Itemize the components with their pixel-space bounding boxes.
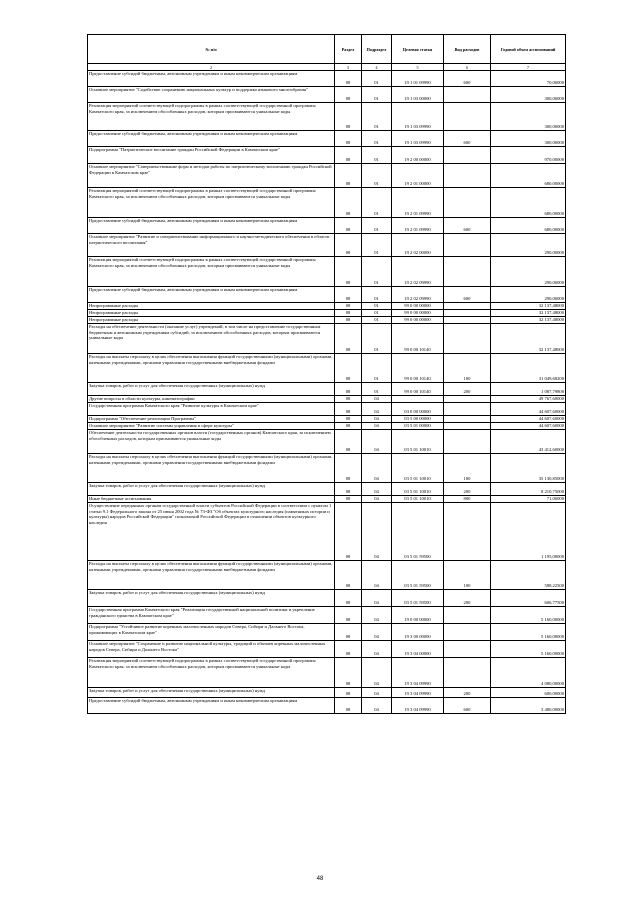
row-expense-type: 100 [444, 561, 491, 590]
row-description: Закупка товаров, работ и услуг для обеспечения государственных (муниципальных) нужд [88, 688, 335, 698]
table-row [88, 454, 566, 483]
row-subsection: 01 [362, 218, 392, 234]
row-section: 08 [335, 257, 362, 287]
row-section: 08 [335, 218, 362, 234]
table-row [88, 396, 566, 403]
row-expense-type [444, 103, 491, 131]
row-subsection: 04 [362, 561, 392, 590]
row-amount: 44 607,60000 [491, 416, 566, 423]
table-row [88, 590, 566, 607]
row-target-article: 19 3 04 00000 [392, 641, 444, 658]
row-target-article: 03 5 01 00000 [392, 423, 444, 430]
row-target-article: 19 2 00 00000 [392, 147, 444, 164]
row-subsection: 04 [362, 483, 392, 496]
row-section: 08 [335, 658, 362, 688]
row-target-article: 99 0 00 10140 [392, 354, 444, 383]
row-amount: 4 080,00000 [491, 658, 566, 688]
row-section: 08 [335, 403, 362, 416]
row-target-article: 19 3 04 09990 [392, 698, 444, 714]
table-row [88, 423, 566, 430]
row-amount: 8 210,75000 [491, 483, 566, 496]
table-row [88, 324, 566, 354]
row-amount: 300,00000 [491, 131, 566, 147]
row-amount: 5 160,00000 [491, 624, 566, 641]
row-subsection: 01 [362, 317, 392, 324]
row-description: Реализация мероприятий соответствующей подпрограммы в рамках соответствующей государственной программы Камчатского края, за исключением обособленных расходов, которым присваиваются уникальные коды [88, 103, 335, 131]
header-number: № п/п [88, 35, 335, 64]
row-amount: 43 412,60000 [491, 430, 566, 454]
row-description: Непрограммные расходы [88, 317, 335, 324]
table-row [88, 430, 566, 454]
row-expense-type: 600 [444, 287, 491, 303]
row-expense-type [444, 396, 491, 403]
budget-table-container [87, 34, 565, 714]
column-number: 2 [88, 64, 335, 71]
row-description: Предоставление субсидий бюджетным, автономным учреждениям и иным некоммерческим организациям [88, 698, 335, 714]
column-number: 5 [392, 64, 444, 71]
row-target-article: 19 2 01 09990 [392, 218, 444, 234]
row-amount: 290,00000 [491, 287, 566, 303]
row-amount: 680,00000 [491, 218, 566, 234]
row-expense-type: 600 [444, 218, 491, 234]
row-amount: 290,00000 [491, 234, 566, 257]
row-expense-type [444, 317, 491, 324]
row-expense-type [444, 430, 491, 454]
header-target-article: Целевая статья [392, 35, 444, 64]
row-subsection: 01 [362, 164, 392, 188]
row-amount: 1 195,00000 [491, 503, 566, 561]
row-subsection: 04 [362, 688, 392, 698]
row-subsection: 04 [362, 641, 392, 658]
row-section: 08 [335, 454, 362, 483]
row-amount: 606,77500 [491, 590, 566, 607]
row-subsection: 04 [362, 423, 392, 430]
row-expense-type [444, 403, 491, 416]
row-section: 08 [335, 688, 362, 698]
row-description: Основное мероприятие "Развитие системы управления в сфере культуры" [88, 423, 335, 430]
row-target-article: 03 5 00 00000 [392, 416, 444, 423]
table-row [88, 688, 566, 698]
row-description: Государственная программа Камчатского края "Реализация государственной национальной политики и укрепление гражданского единства в Камчатском крае" [88, 607, 335, 624]
row-description: Предоставление субсидий бюджетным, автономным учреждениям и иным некоммерческим организациям [88, 71, 335, 87]
row-amount: 5 160,00000 [491, 641, 566, 658]
row-subsection: 04 [362, 503, 392, 561]
row-amount: 32 137,48000 [491, 324, 566, 354]
header-annual-amount: Годовой объем ассигнований [491, 35, 566, 64]
row-section: 08 [335, 234, 362, 257]
row-expense-type [444, 423, 491, 430]
table-row [88, 310, 566, 317]
row-section: 08 [335, 423, 362, 430]
row-description: Непрограммные расходы [88, 303, 335, 310]
row-description: Государственная программа Камчатского края "Развитие культуры в Камчатском крае" [88, 403, 335, 416]
header-subsection: Подраздел [362, 35, 392, 64]
row-section: 08 [335, 396, 362, 403]
row-target-article: 19 0 00 00000 [392, 607, 444, 624]
row-target-article: 03 5 01 59500 [392, 590, 444, 607]
row-description: Расходы на выплаты персоналу в целях обеспечения выполнения функций государственными (муниципальными) органами, казенными учреждениями, органами управления государственными внебюджетными фондами [88, 354, 335, 383]
row-subsection: 01 [362, 234, 392, 257]
row-description: Обеспечение деятельности государственных органов власти (государственных органов) Камчатского края, за исключением обособленных расходов, которым присваиваются уникальные коды [88, 430, 335, 454]
row-description: Иные бюджетные ассигнования [88, 496, 335, 503]
row-amount: 680,00000 [491, 188, 566, 218]
row-expense-type: 800 [444, 496, 491, 503]
row-subsection: 01 [362, 383, 392, 396]
row-subsection: 04 [362, 496, 392, 503]
row-amount: 290,00000 [491, 257, 566, 287]
table-header-row [88, 35, 566, 64]
table-row [88, 257, 566, 287]
row-expense-type: 200 [444, 590, 491, 607]
row-amount: 49 767,60000 [491, 396, 566, 403]
column-number: 4 [362, 64, 392, 71]
row-subsection: 01 [362, 324, 392, 354]
row-amount: 32 137,48000 [491, 310, 566, 317]
row-amount: 1 087,79800 [491, 383, 566, 396]
row-description: Закупка товаров, работ и услуг для обеспечения государственных (муниципальных) нужд [88, 483, 335, 496]
row-expense-type [444, 147, 491, 164]
row-expense-type [444, 188, 491, 218]
budget-table [87, 34, 566, 714]
column-number: 7 [491, 64, 566, 71]
row-amount: 300,00000 [491, 87, 566, 103]
table-row [88, 287, 566, 303]
row-target-article: 03 5 01 10010 [392, 430, 444, 454]
row-subsection: 04 [362, 698, 392, 714]
row-amount: 32 137,48000 [491, 317, 566, 324]
row-amount: 31 049,68200 [491, 354, 566, 383]
row-section: 08 [335, 590, 362, 607]
row-target-article: 03 0 00 00000 [392, 403, 444, 416]
row-amount: 5 160,00000 [491, 607, 566, 624]
header-expense-type: Вид расходов [444, 35, 491, 64]
row-amount: 970,00000 [491, 147, 566, 164]
table-row [88, 147, 566, 164]
row-description: Предоставление субсидий бюджетным, автономным учреждениям и иным некоммерческим организациям [88, 218, 335, 234]
table-row [88, 87, 566, 103]
row-expense-type [444, 164, 491, 188]
table-row [88, 624, 566, 641]
row-subsection: 04 [362, 607, 392, 624]
table-row [88, 607, 566, 624]
row-expense-type: 600 [444, 131, 491, 147]
row-amount: 70,00000 [491, 71, 566, 87]
row-target-article: 99 0 00 00000 [392, 310, 444, 317]
row-target-article: 19 1 03 09990 [392, 131, 444, 147]
row-expense-type [444, 324, 491, 354]
row-subsection: 01 [362, 303, 392, 310]
row-description: Основное мероприятие "Содействие сохранению национальных культур и поддержка языкового многообразия" [88, 87, 335, 103]
row-subsection: 04 [362, 590, 392, 607]
row-expense-type: 100 [444, 354, 491, 383]
row-section: 08 [335, 430, 362, 454]
row-amount: 588,22500 [491, 561, 566, 590]
row-description: Предоставление субсидий бюджетным, автономным учреждениям и иным некоммерческим организациям [88, 131, 335, 147]
row-section: 08 [335, 641, 362, 658]
row-description: Расходы на выплаты персоналу в целях обеспечения выполнения функций государственными (муниципальными) органами, казенными учреждениями, органами управления государственными внебюджетными фондами [88, 561, 335, 590]
row-section: 08 [335, 503, 362, 561]
row-amount: 300,00000 [491, 103, 566, 131]
row-target-article: 19 3 04 09990 [392, 688, 444, 698]
row-target-article: 03 5 01 10010 [392, 483, 444, 496]
row-expense-type [444, 310, 491, 317]
row-description: Предоставление субсидий бюджетным, автономным учреждениям и иным некоммерческим организациям [88, 287, 335, 303]
row-expense-type [444, 303, 491, 310]
row-subsection: 04 [362, 624, 392, 641]
table-row [88, 218, 566, 234]
row-expense-type [444, 87, 491, 103]
column-number: 3 [335, 64, 362, 71]
header-section: Раздел [335, 35, 362, 64]
row-expense-type: 600 [444, 698, 491, 714]
table-row [88, 496, 566, 503]
row-section: 08 [335, 561, 362, 590]
row-target-article: 03 5 01 59500 [392, 503, 444, 561]
row-subsection: 01 [362, 354, 392, 383]
table-row [88, 416, 566, 423]
row-expense-type: 100 [444, 454, 491, 483]
row-description: Расходы на выплаты персоналу в целях обеспечения выполнения функций государственными (муниципальными) органами, казенными учреждениями, органами управления государственными внебюджетными фондами [88, 454, 335, 483]
row-amount: 71,00000 [491, 496, 566, 503]
row-subsection: 04 [362, 403, 392, 416]
row-amount: 680,00000 [491, 164, 566, 188]
row-description: Основное мероприятие "Совершенствование форм и методов работы по патриотическому воспитанию граждан Российской Федерации в Камчатском крае" [88, 164, 335, 188]
row-section: 08 [335, 71, 362, 87]
row-expense-type [444, 257, 491, 287]
row-expense-type: 200 [444, 688, 491, 698]
row-description: Непрограммные расходы [88, 310, 335, 317]
row-target-article: 99 0 00 00000 [392, 303, 444, 310]
row-target-article: 19 2 01 09990 [392, 188, 444, 218]
row-section: 08 [335, 607, 362, 624]
row-subsection: 04 [362, 396, 392, 403]
row-section: 08 [335, 103, 362, 131]
row-expense-type [444, 641, 491, 658]
row-description: Основное мероприятие "Сохранение и развитие национальной культуры, традиций и обычаев коренных малочисленных народов Севера, Сибири и Дальнего Востока" [88, 641, 335, 658]
row-section: 08 [335, 416, 362, 423]
table-row [88, 503, 566, 561]
row-amount: 44 607,60000 [491, 403, 566, 416]
row-target-article: 19 1 01 09990 [392, 71, 444, 87]
row-section: 08 [335, 188, 362, 218]
row-expense-type: 200 [444, 483, 491, 496]
row-target-article: 19 2 01 00000 [392, 164, 444, 188]
row-description: Закупка товаров, работ и услуг для обеспечения государственных (муниципальных) нужд [88, 590, 335, 607]
row-section: 08 [335, 698, 362, 714]
row-section: 08 [335, 87, 362, 103]
row-target-article: 19 2 02 09990 [392, 287, 444, 303]
table-row [88, 103, 566, 131]
row-section: 08 [335, 324, 362, 354]
row-subsection: 01 [362, 257, 392, 287]
row-target-article: 99 0 00 10140 [392, 383, 444, 396]
table-row [88, 641, 566, 658]
table-row [88, 354, 566, 383]
table-row [88, 234, 566, 257]
row-expense-type [444, 503, 491, 561]
row-section: 08 [335, 383, 362, 396]
row-description: Реализация мероприятий соответствующей подпрограммы в рамках соответствующей государственной программы Камчатского края, за исключением обособленных расходов, которым присваиваются уникальные коды [88, 188, 335, 218]
row-subsection: 04 [362, 658, 392, 688]
row-target-article [392, 396, 444, 403]
row-amount: 32 137,48000 [491, 303, 566, 310]
row-subsection: 01 [362, 310, 392, 317]
row-subsection: 01 [362, 87, 392, 103]
row-amount: 3 480,00000 [491, 698, 566, 714]
row-expense-type [444, 607, 491, 624]
row-subsection: 01 [362, 131, 392, 147]
row-description: Реализация мероприятий соответствующей подпрограммы в рамках соответствующей государственной программы Камчатского края, за исключением обособленных расходов, которым присваиваются уникальные коды [88, 257, 335, 287]
row-amount: 600,00000 [491, 688, 566, 698]
row-target-article: 19 1 03 00000 [392, 87, 444, 103]
row-target-article: 03 5 01 10010 [392, 496, 444, 503]
page-number: 48 [316, 876, 324, 882]
row-expense-type: 200 [444, 383, 491, 396]
row-expense-type [444, 658, 491, 688]
table-row [88, 698, 566, 714]
row-subsection: 01 [362, 71, 392, 87]
row-section: 08 [335, 131, 362, 147]
row-description: Подпрограмма "Устойчивое развитие коренных малочисленных народов Севера, Сибири и Дальнего Востока, проживающих в Камчатском крае" [88, 624, 335, 641]
row-section: 08 [335, 147, 362, 164]
row-expense-type [444, 416, 491, 423]
row-section: 08 [335, 354, 362, 383]
column-number: 6 [444, 64, 491, 71]
table-row [88, 383, 566, 396]
row-target-article: 19 2 02 00000 [392, 234, 444, 257]
table-row [88, 188, 566, 218]
table-row [88, 71, 566, 87]
row-section: 08 [335, 317, 362, 324]
table-row [88, 131, 566, 147]
row-amount: 35 130,85000 [491, 454, 566, 483]
row-section: 08 [335, 496, 362, 503]
row-target-article: 19 2 02 09990 [392, 257, 444, 287]
table-row [88, 561, 566, 590]
row-expense-type [444, 624, 491, 641]
row-subsection: 01 [362, 147, 392, 164]
row-description: Основное мероприятие "Развитие и совершенствование информационного и научно-методического обеспечения в области патриотического воспитания" [88, 234, 335, 257]
row-description: Реализация мероприятий соответствующей подпрограммы в рамках соответствующей государственной программы Камчатского края, за исключением обособленных расходов, которым присваиваются уникальные коды [88, 658, 335, 688]
table-row [88, 303, 566, 310]
row-section: 08 [335, 310, 362, 317]
table-row [88, 658, 566, 688]
row-description: Закупка товаров, работ и услуг для обеспечения государственных (муниципальных) нужд [88, 383, 335, 396]
table-row [88, 317, 566, 324]
row-description: Расходы на обеспечение деятельности (оказание услуг) учреждений, в том числе на предоставление государственным бюджетным и автономным учреждениям субсидий, за исключением обособленных расходов, которым присваиваются уникальные коды [88, 324, 335, 354]
table-row [88, 164, 566, 188]
row-target-article: 99 0 00 10140 [392, 324, 444, 354]
row-target-article: 19 1 03 09990 [392, 103, 444, 131]
table-row [88, 403, 566, 416]
row-amount: 44 607,60000 [491, 423, 566, 430]
row-target-article: 99 0 00 00000 [392, 317, 444, 324]
row-description: Другие вопросы в области культуры, кинематографии [88, 396, 335, 403]
column-number-row [88, 64, 566, 71]
row-section: 08 [335, 164, 362, 188]
row-target-article: 03 5 01 10010 [392, 454, 444, 483]
row-description: Осуществление переданных органам государственной власти субъектов Российской Федерации в соответствии с пунктом 1 статьи 9.1 Федерального закона от 25 июня 2002 года № 73-ФЗ "Об объектах культурного наследия (памятниках истории и культуры) народов Российской Федерации" полномочий Российской Федерации в отношении объектов культурного наследия [88, 503, 335, 561]
row-expense-type [444, 234, 491, 257]
row-subsection: 04 [362, 416, 392, 423]
row-target-article: 19 3 00 00000 [392, 624, 444, 641]
row-expense-type: 600 [444, 71, 491, 87]
row-section: 08 [335, 483, 362, 496]
row-target-article: 19 3 04 09990 [392, 658, 444, 688]
row-target-article: 03 5 01 59500 [392, 561, 444, 590]
row-subsection: 04 [362, 430, 392, 454]
row-section: 08 [335, 624, 362, 641]
row-section: 08 [335, 287, 362, 303]
row-section: 08 [335, 303, 362, 310]
row-subsection: 01 [362, 188, 392, 218]
row-description: Подпрограмма "Патриотическое воспитание граждан Российской Федерации в Камчатском крае" [88, 147, 335, 164]
row-description: Подпрограмма "Обеспечение реализации Программы" [88, 416, 335, 423]
row-subsection: 04 [362, 454, 392, 483]
row-subsection: 01 [362, 287, 392, 303]
table-row [88, 483, 566, 496]
row-subsection: 01 [362, 103, 392, 131]
table-body [88, 71, 566, 714]
